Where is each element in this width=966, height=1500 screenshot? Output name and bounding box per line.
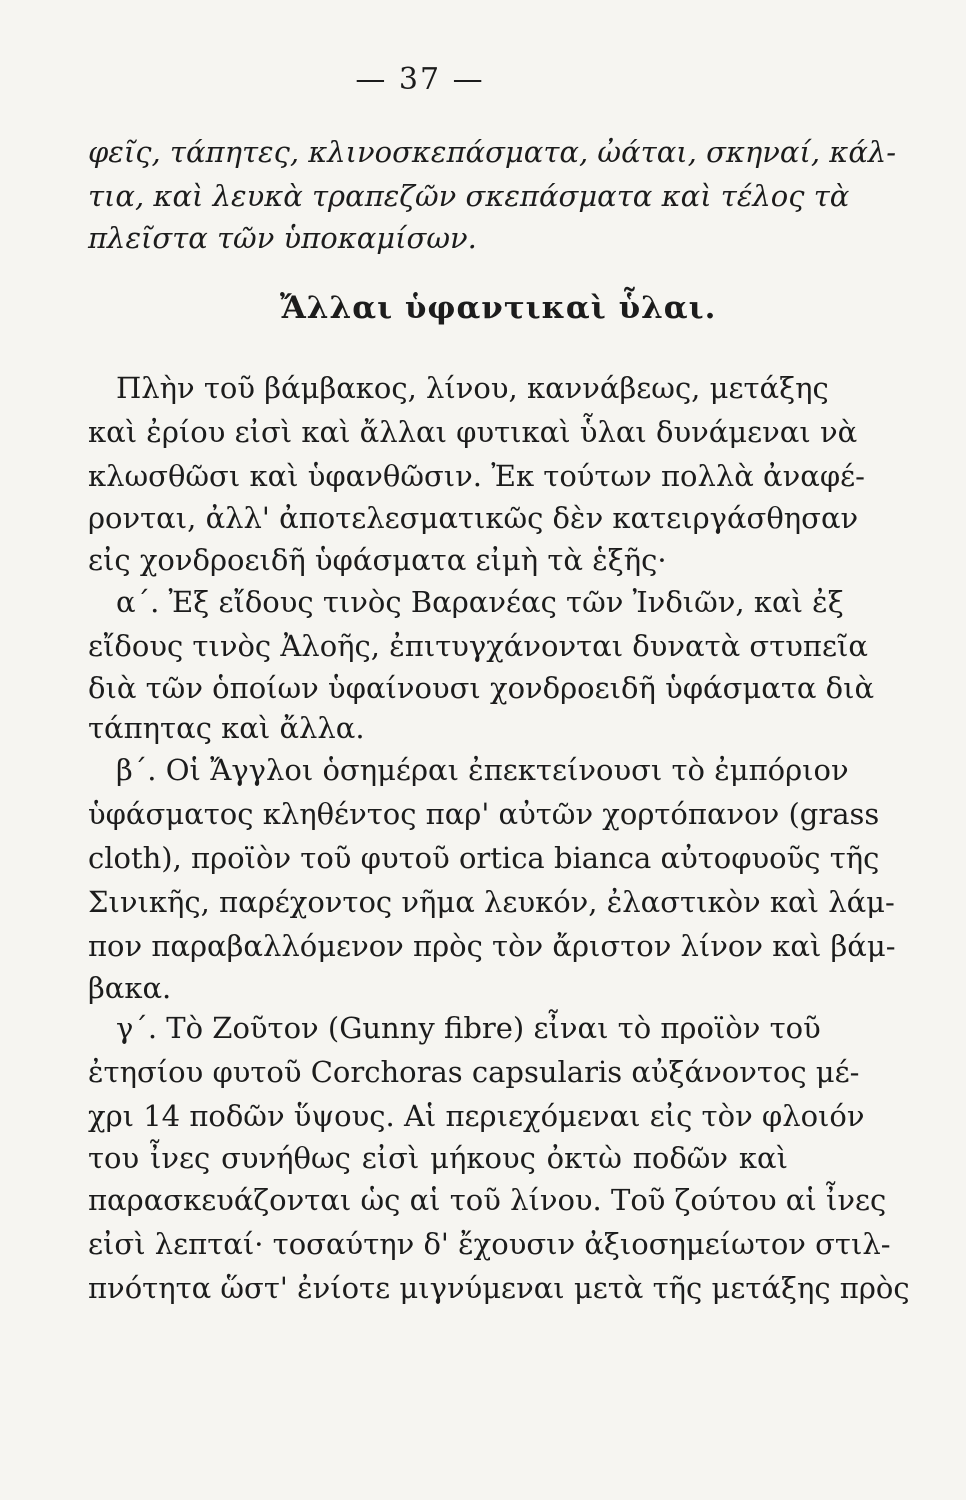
text-line: βακα. [88, 971, 172, 1005]
text-line: εἴδους τινὸς Ἀλοῆς, ἐπιτυγχάνονται δυνατὰ στυπεῖα [88, 629, 868, 663]
text-line: Πλὴν τοῦ βάμβακος, λίνου, καννάβεως, μετάξης [116, 371, 829, 405]
text-line: πον παραβαλλόμενον πρὸς τὸν ἄριστον λίνον καὶ βάμ- [88, 929, 896, 963]
section-heading: Ἄλλαι ὑφαντικαὶ ὗλαι. [280, 290, 717, 326]
text-line: τια, καὶ λευκὰ τραπεζῶν σκεπάσματα καὶ τέλος τὰ [88, 179, 850, 213]
text-line: εἰσὶ λεπταί· τοσαύτην δ' ἔχουσιν ἀξιοσημείωτον στιλ- [88, 1227, 891, 1261]
text-line: β΄. Οἱ Ἄγγλοι ὁσημέραι ἐπεκτείνουσι τὸ ἐμπόριον [116, 753, 849, 787]
text-line: cloth), προϊὸν τοῦ φυτοῦ ortica bianca αὐτοφυοῦς τῆς [88, 841, 880, 875]
text-line: παρασκευάζονται ὡς αἱ τοῦ λίνου. Τοῦ ζούτου αἱ ἶνες [88, 1183, 887, 1217]
text-line: πλεῖστα τῶν ὑποκαμίσων. [88, 221, 477, 255]
text-line: χρι 14 ποδῶν ὕψους. Αἱ περιεχόμεναι εἰς τὸν φλοιόν [88, 1099, 865, 1133]
text-line: φεῖς, τάπητες, κλινοσκεπάσματα, ὠάται, σκηναί, κάλ- [88, 135, 897, 169]
text-line: τάπητας καὶ ἄλλα. [88, 711, 365, 745]
page-number: — 37 — [355, 62, 485, 97]
text-line: εἰς χονδροειδῆ ὑφάσματα εἰμὴ τὰ ἑξῆς· [88, 543, 667, 577]
text-line: κλωσθῶσι καὶ ὑφανθῶσιν. Ἐκ τούτων πολλὰ ἀναφέ- [88, 459, 865, 493]
text-line: καὶ ἐρίου εἰσὶ καὶ ἄλλαι φυτικαὶ ὗλαι δυνάμεναι νὰ [88, 415, 858, 449]
text-line: πνότητα ὥστ' ἐνίοτε μιγνύμεναι μετὰ τῆς μετάξης πρὸς [88, 1271, 910, 1305]
text-line: Σινικῆς, παρέχοντος νῆμα λευκόν, ἐλαστικὸν καὶ λάμ- [88, 885, 895, 919]
text-line: ἐτησίου φυτοῦ Corchoras capsularis αὐξάνοντος μέ- [88, 1055, 860, 1089]
text-line: ὑφάσματος κληθέντος παρ' αὐτῶν χορτόπανον (grass [88, 797, 880, 831]
text-line: διὰ τῶν ὁποίων ὑφαίνουσι χονδροειδῆ ὑφάσματα διὰ [88, 671, 875, 705]
text-line: του ἶνες συνήθως εἰσὶ μήκους ὀκτὼ ποδῶν καὶ [88, 1141, 788, 1175]
text-line: γ΄. Τὸ Ζοῦτον (Gunny fibre) εἶναι τὸ προϊὸν τοῦ [116, 1011, 821, 1045]
text-line: ρονται, ἀλλ' ἀποτελεσματικῶς δὲν κατειργάσθησαν [88, 501, 859, 535]
text-line: α΄. Ἐξ εἴδους τινὸς Βαρανέας τῶν Ἰνδιῶν, καὶ ἐξ [116, 585, 844, 619]
